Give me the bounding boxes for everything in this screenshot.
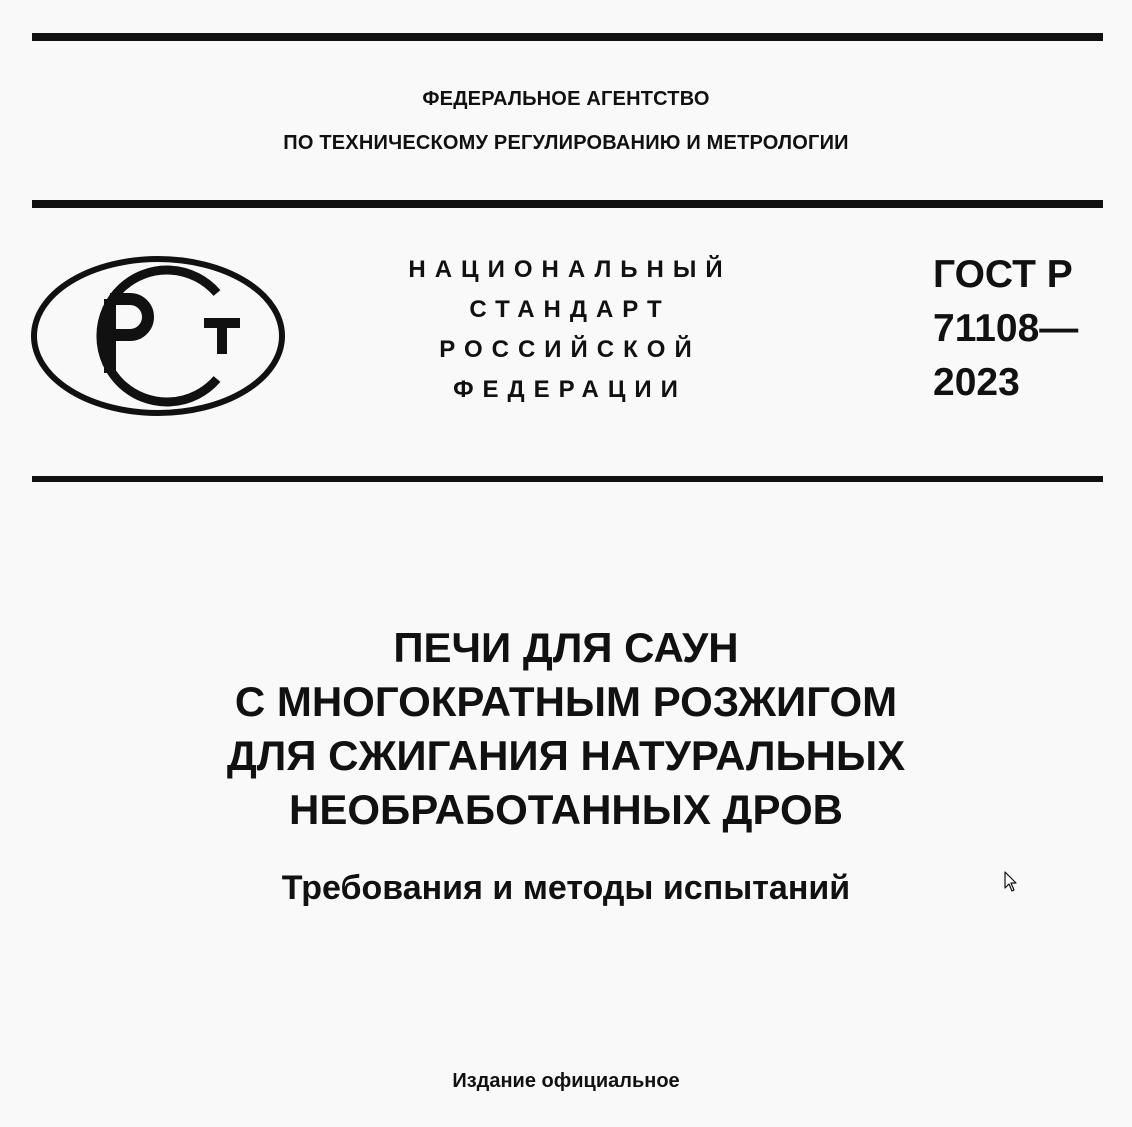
- gost-designation-line-1: ГОСТ Р: [933, 253, 1073, 296]
- agency-line-2: ПО ТЕХНИЧЕСКОМУ РЕГУЛИРОВАНИЮ И МЕТРОЛОГИИ: [283, 132, 849, 154]
- national-standard-line-1: НАЦИОНАЛЬНЫЙ: [408, 256, 732, 283]
- national-standard-line-4: ФЕДЕРАЦИИ: [453, 376, 687, 403]
- document-subtitle: Требования и методы испытаний: [281, 869, 851, 907]
- top-rule: [32, 33, 1103, 41]
- edition-label: Издание официальное: [452, 1070, 680, 1092]
- document-title-line-1: ПЕЧИ ДЛЯ САУН: [393, 624, 739, 671]
- logo-rule: [32, 476, 1103, 482]
- national-standard-line-3: РОССИЙСКОЙ: [439, 336, 701, 363]
- document-title-line-2: С МНОГОКРАТНЫМ РОЗЖИГОМ: [234, 678, 898, 725]
- gost-designation-line-2: 71108—: [933, 307, 1079, 350]
- national-standard-line-2: СТАНДАРТ: [469, 296, 671, 323]
- agency-line-1: ФЕДЕРАЛЬНОЕ АГЕНТСТВО: [422, 88, 710, 110]
- header-rule: [32, 200, 1103, 208]
- gost-designation-line-3: 2023: [933, 361, 1020, 404]
- rst-logo-icon: [30, 255, 286, 417]
- document-title-line-3: ДЛЯ СЖИГАНИЯ НАТУРАЛЬНЫХ: [226, 732, 906, 779]
- document-title-line-4: НЕОБРАБОТАННЫХ ДРОВ: [289, 786, 843, 833]
- mouse-pointer-icon: [1004, 871, 1018, 893]
